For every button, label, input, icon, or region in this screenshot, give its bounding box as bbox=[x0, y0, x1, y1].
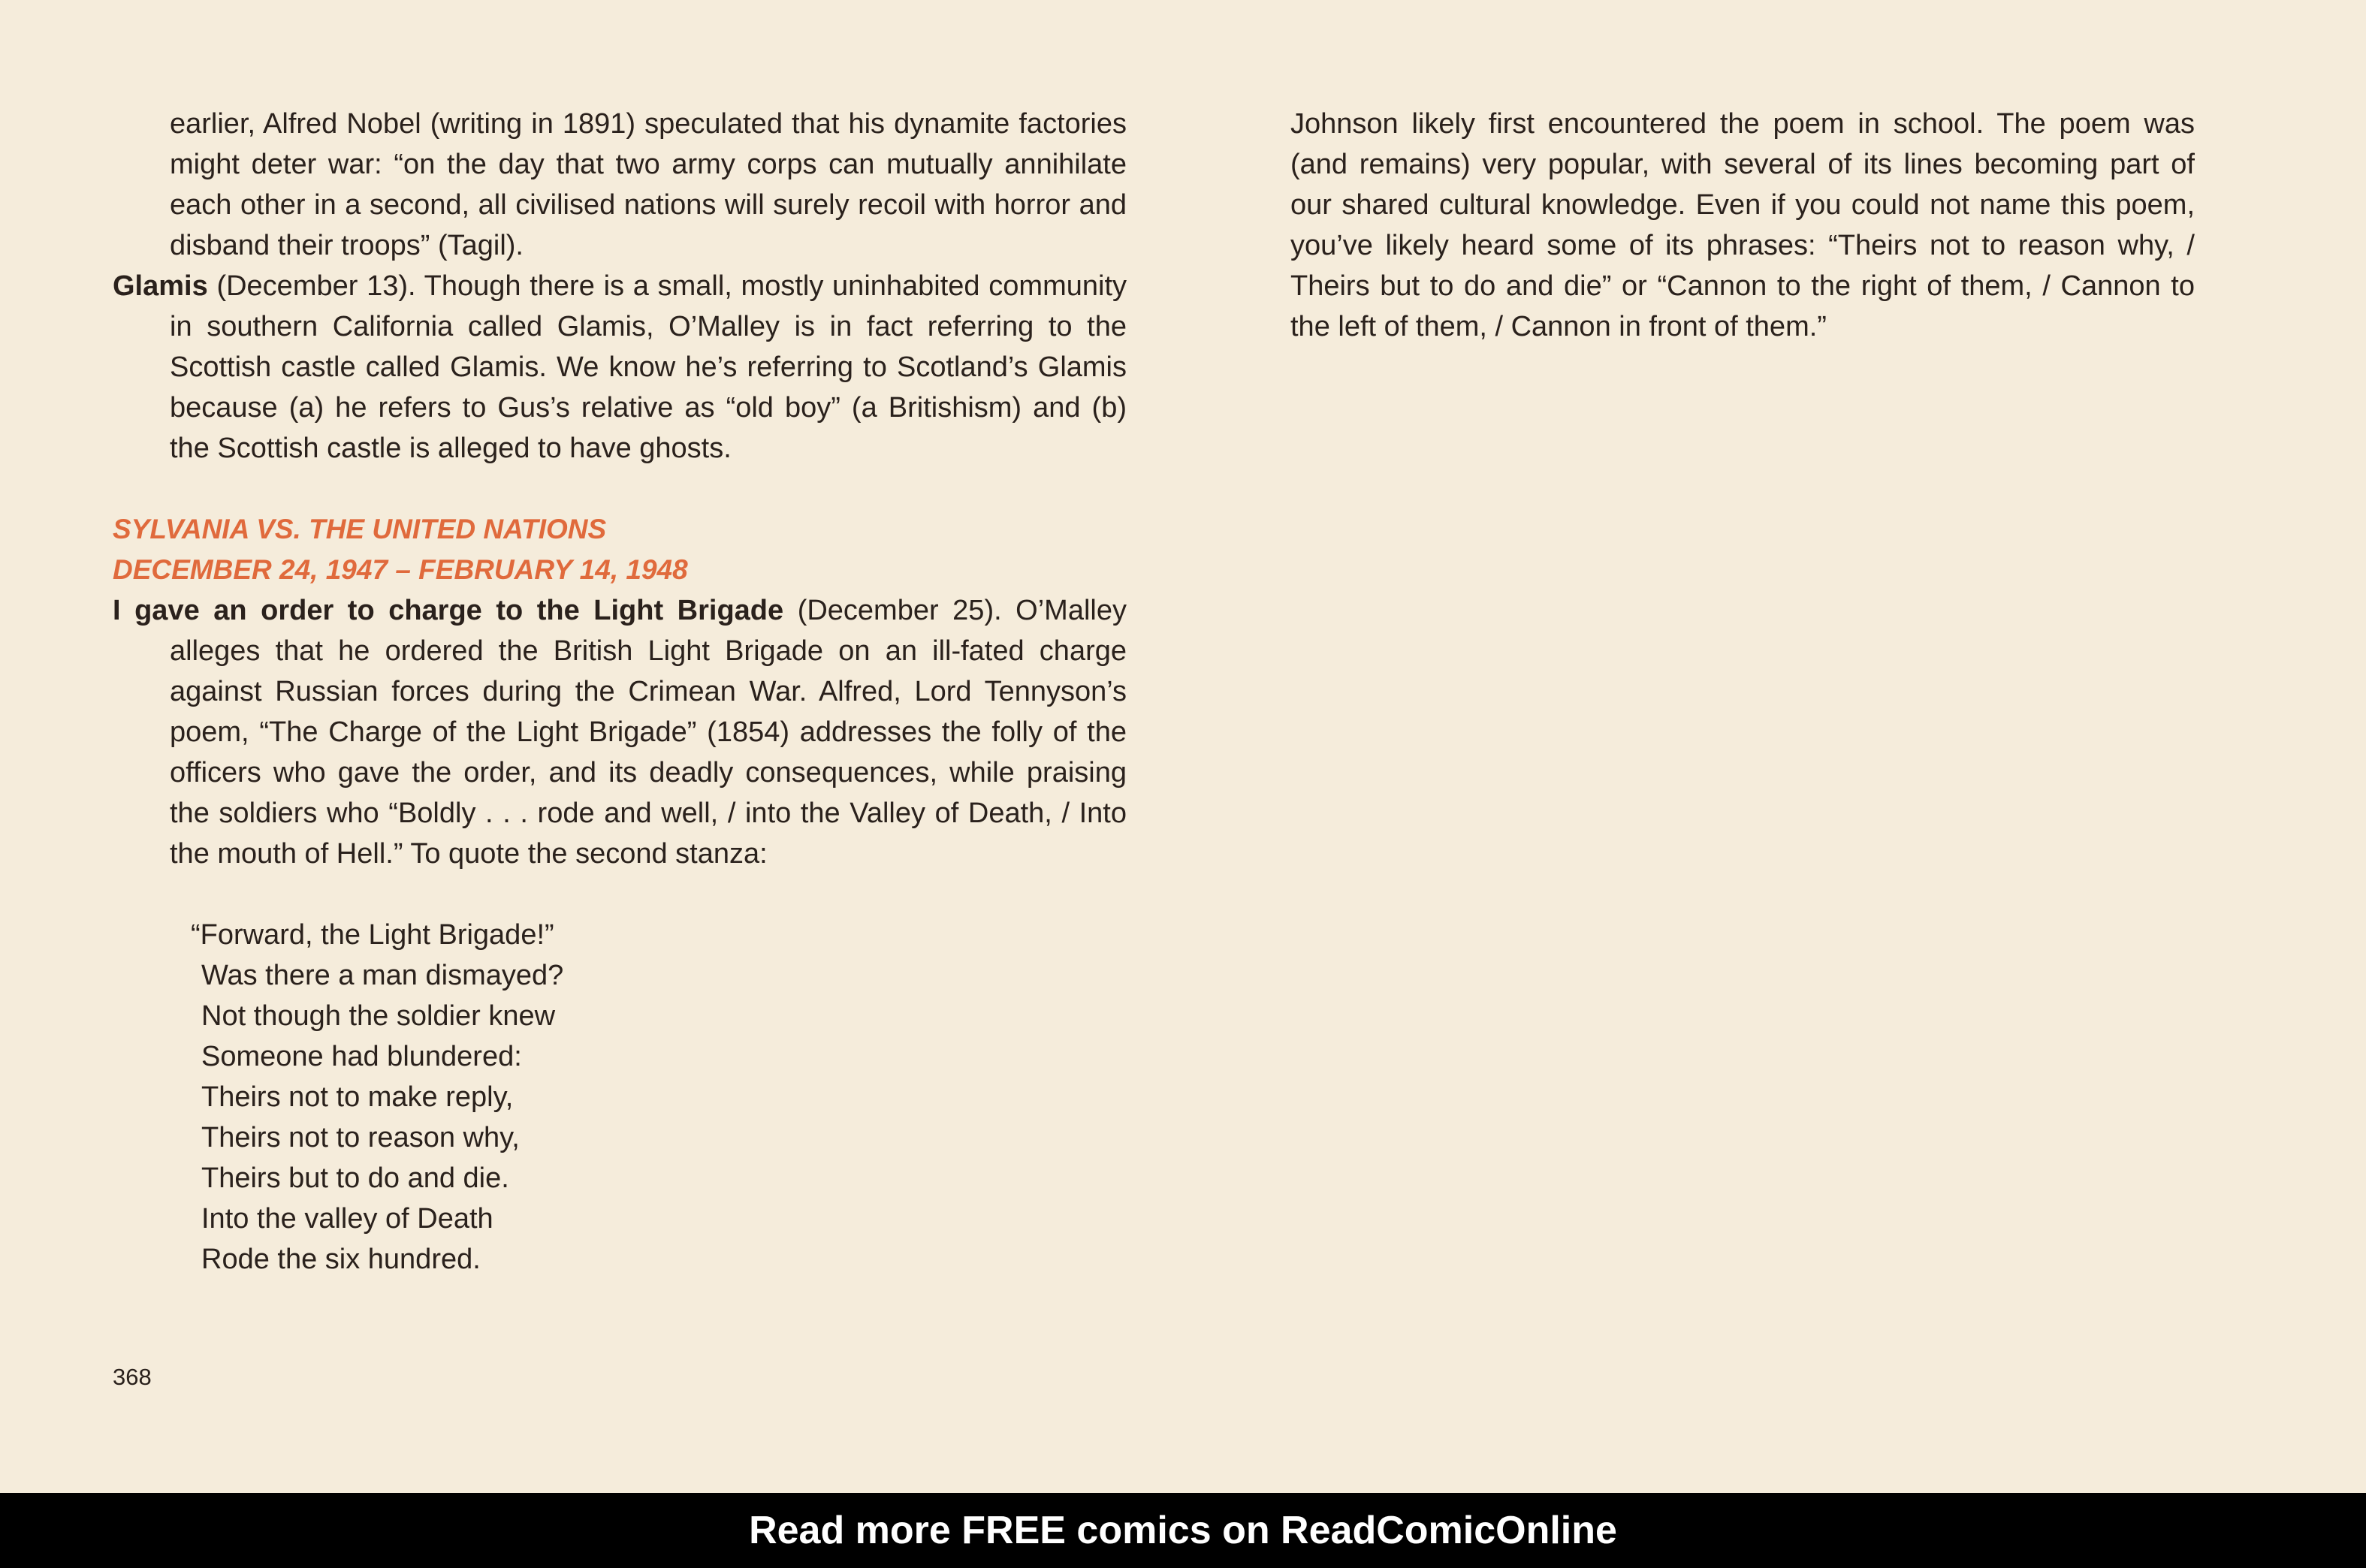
poem-line: Into the valley of Death bbox=[201, 1203, 493, 1235]
section-heading bbox=[113, 509, 1127, 590]
entry-term-glamis: Glamis bbox=[113, 270, 208, 302]
entry-light-brigade bbox=[113, 590, 1127, 874]
right-column bbox=[1233, 104, 2195, 347]
section-title: SYLVANIA VS. THE UNITED NATIONS bbox=[113, 514, 607, 544]
entry-nobel-continuation: earlier, Alfred Nobel (writing in 1891) speculated that his dynamite factories might deter war: “on the day that two army corps can mutually annihilate each other in a second, all civilised nations will surely recoil with horror and disband their troops” (Tagil). bbox=[170, 108, 1127, 261]
entry-glamis bbox=[113, 266, 1127, 469]
poem-line: Not though the soldier knew bbox=[201, 1000, 556, 1032]
left-column bbox=[113, 104, 1127, 1280]
poem-line: Was there a man dismayed? bbox=[201, 960, 564, 991]
entry-text-glamis: (December 13). Though there is a small, mostly uninhabited community in southern California called Glamis, O’Malley is in fact referring to the Scottish castle called Glamis. We know he’s referring to Scotland’s Glamis because (a) he refers to Gus’s relative as “old boy” (a Britishism) and (b) the Scottish castle is alleged to have ghosts. bbox=[170, 270, 1127, 464]
poem-line: Someone had blundered: bbox=[201, 1041, 522, 1072]
section-dates: DECEMBER 24, 1947 – FEBRUARY 14, 1948 bbox=[113, 554, 688, 585]
poem-line: Theirs but to do and die. bbox=[201, 1162, 509, 1194]
entry-text-light-brigade: (December 25). O’Malley alleges that he ordered the British Light Brigade on an ill-fated charge against Russian forces during the Crimean War. Alfred, Lord Tennyson’s poem, “The Charge of the Light Brigade” (1854) addresses the folly of the officers who gave the order, and its deadly consequences, while praising the soldiers who “Boldly . . . rode and well, / into the Valley of Death, / Into the mouth of Hell.” To quote the second stanza: bbox=[170, 595, 1127, 870]
poem-line: Rode the six hundred. bbox=[201, 1244, 481, 1275]
poem-stanza bbox=[191, 915, 1127, 1280]
poem-line: Theirs not to reason why, bbox=[201, 1122, 520, 1153]
entry-term-light-brigade: I gave an order to charge to the Light Brigade bbox=[113, 595, 784, 626]
poem-line: “Forward, the Light Brigade!” bbox=[191, 919, 554, 951]
page-number: 368 bbox=[113, 1364, 152, 1390]
entry-light-brigade-continuation: Johnson likely first encountered the poem in school. The poem was (and remains) very popular, with several of its lines becoming part of our shared cultural knowledge. Even if you could not name this poem, you’ve likely heard some of its phrases: “Theirs not to reason why, / Theirs but to do and die” or “Cannon to the right of them, / Cannon to the left of them, / Cannon in front of them.” bbox=[1290, 108, 2195, 342]
poem-line: Theirs not to make reply, bbox=[201, 1081, 514, 1113]
promo-banner[interactable]: Read more FREE comics on ReadComicOnline bbox=[0, 1493, 2366, 1568]
